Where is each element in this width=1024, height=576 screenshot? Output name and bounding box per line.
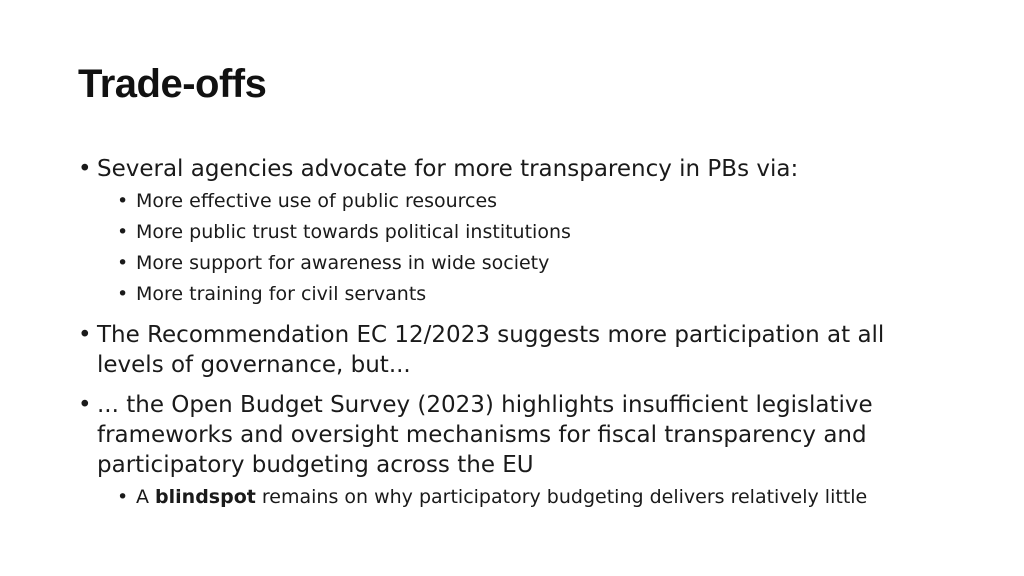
sub-bullet-text: More training for civil servants	[136, 283, 427, 305]
bullet-icon: •	[78, 392, 92, 418]
bullet-icon: •	[117, 486, 129, 508]
bullet-text: The Recommendation EC 12/2023 suggests more participation at all levels of governance, but...	[97, 322, 885, 378]
sub-bullet-point	[117, 482, 958, 513]
bullet-list	[78, 154, 958, 513]
bullet-point-1	[78, 154, 958, 310]
bullet-text: ... the Open Budget Survey (2023) highlights insufficient legislative frameworks and oversight mechanisms for fiscal transparency and participatory budgeting across the EU	[97, 392, 873, 478]
sub-bullet-prefix: A	[136, 486, 156, 508]
sub-bullet-text: More effective use of public resources	[136, 190, 498, 212]
sub-bullet-text: More public trust towards political institutions	[136, 221, 571, 243]
bullet-icon: •	[117, 252, 129, 274]
sub-bullet-point	[117, 186, 958, 217]
bullet-icon: •	[117, 283, 129, 305]
sub-bullet-emphasis: blindspot	[155, 486, 256, 508]
bullet-point-2	[78, 320, 958, 380]
bullet-icon: •	[78, 322, 92, 348]
bullet-point-3	[78, 390, 958, 513]
bullet-icon: •	[78, 156, 92, 182]
sub-bullet-list	[97, 482, 958, 513]
bullet-text: Several agencies advocate for more transparency in PBs via:	[97, 156, 799, 182]
sub-bullet-text: More support for awareness in wide society	[136, 252, 550, 274]
sub-bullet-point	[117, 248, 958, 279]
bullet-icon: •	[117, 221, 129, 243]
slide-content	[78, 154, 958, 523]
sub-bullet-point	[117, 279, 958, 310]
sub-bullet-point	[117, 217, 958, 248]
sub-bullet-list	[97, 186, 958, 310]
sub-bullet-suffix: remains on why participatory budgeting delivers relatively little	[255, 486, 868, 508]
bullet-icon: •	[117, 190, 129, 212]
slide-title: Trade-offs	[78, 62, 267, 106]
